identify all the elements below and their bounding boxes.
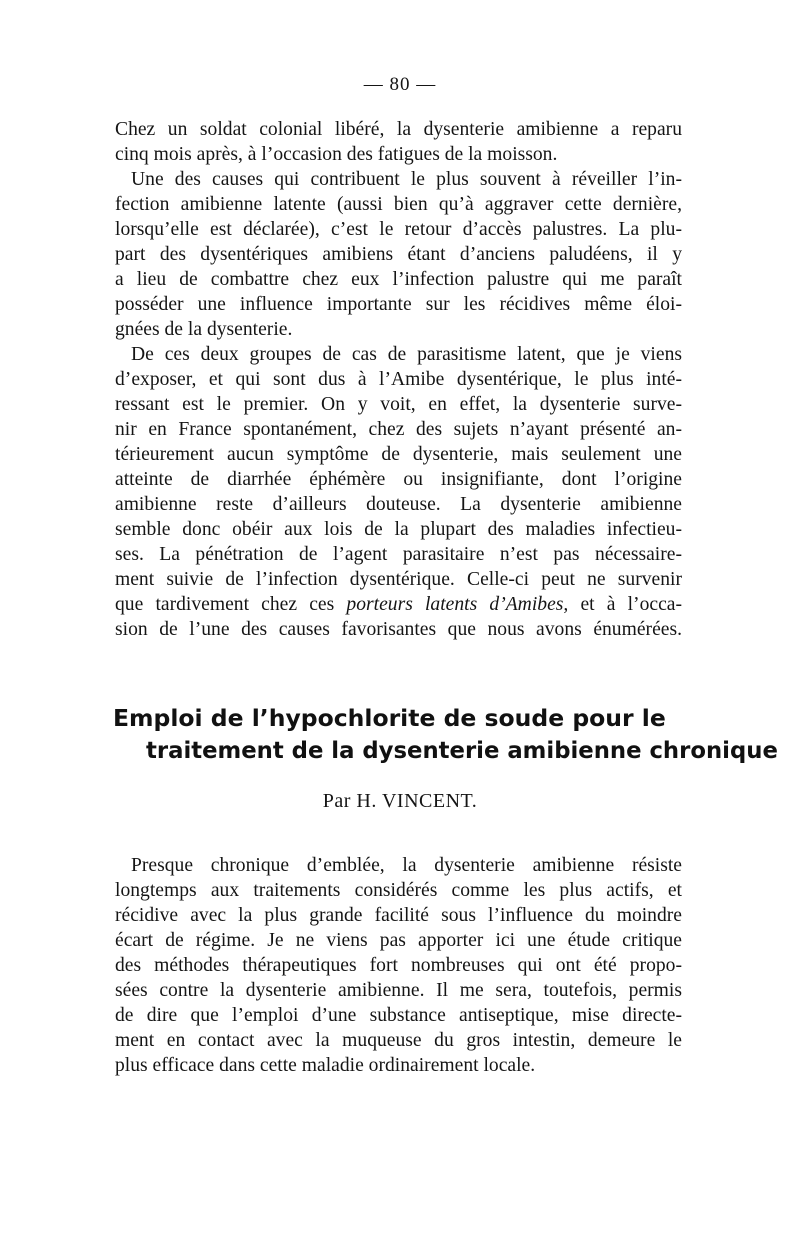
text-line: posséder une influence importante sur les récidives même éloi- [115,294,682,315]
text-line: fection amibienne latente (aussi bien qu’à aggraver cette dernière, [115,194,682,215]
text-line: ses. La pénétration de l’agent parasitaire n’est pas nécessaire- [115,544,682,565]
text-line: des méthodes thérapeutiques fort nombreuses qui ont été propo- [115,955,682,976]
text-line: sion de l’une des causes favorisantes que nous avons énumérées. [115,619,682,640]
text-line: plus efficace dans cette maladie ordinairement locale. [115,1055,536,1076]
text-line: ment en contact avec la muqueuse du gros intestin, demeure le [115,1030,682,1051]
text-line: Une des causes qui contribuent le plus souvent à réveiller l’in- [131,169,682,190]
text-line: nir en France spontanément, chez des sujets n’ayant présenté an- [115,419,682,440]
text-line: De ces deux groupes de cas de parasitisme latent, que je viens [131,344,682,365]
text-line: ressant est le premier. On y voit, en effet, la dysenterie surve- [115,394,682,415]
text-line: a lieu de combattre chez eux l’infection palustre qui me paraît [115,269,682,290]
text-line: ment suivie de l’infection dysentérique. Celle-ci peut ne survenir [115,569,682,590]
text-line: Chez un soldat colonial libéré, la dysenterie amibienne a reparu [115,119,682,140]
text-line: atteinte de diarrhée éphémère ou insignifiante, dont l’origine [115,469,682,490]
text-line: écart de régime. Je ne viens pas apporter ici une étude critique [115,930,682,951]
text-line: lorsqu’elle est déclarée), c’est le retour d’accès palustres. La plu- [115,219,682,240]
text-line: sées contre la dysenterie amibienne. Il me sera, toutefois, permis [115,980,682,1001]
text-line: gnées de la dysenterie. [115,319,293,340]
text-line: que tardivement chez ces porteurs latents d’Amibes, et à l’occa- [115,594,682,615]
text-line: part des dysentériques amibiens étant d’anciens paludéens, il y [115,244,682,265]
text-line: de dire que l’emploi d’une substance antiseptique, mise directe- [115,1005,682,1026]
author-byline: Par H. VINCENT. [322,790,478,812]
text-line: d’exposer, et qui sont dus à l’Amibe dysentérique, le plus inté- [115,369,682,390]
text-line: récidive avec la plus grande facilité sous l’influence du moindre [115,905,682,926]
text-line: térieurement aucun symptôme de dysenterie, mais seulement une [115,444,682,465]
text-line: semble donc obéir aux lois de la plupart des maladies infectieu- [115,519,682,540]
text-line: cinq mois après, à l’occasion des fatigues de la moisson. [115,144,558,165]
text-line: longtemps aux traitements considérés comme les plus actifs, et [115,880,682,901]
article-title-line: Emploi de l’hypochlorite de soude pour le [113,704,666,732]
article-title-line: traitement de la dysenterie amibienne chronique [146,738,778,764]
page-number: — 80 — [363,74,437,95]
text-line: Presque chronique d’emblée, la dysenterie amibienne résiste [131,855,682,876]
italic-term: porteurs latents d’Amibes, [346,594,569,615]
text-line: amibienne reste d’ailleurs douteuse. La dysenterie amibienne [115,494,682,515]
